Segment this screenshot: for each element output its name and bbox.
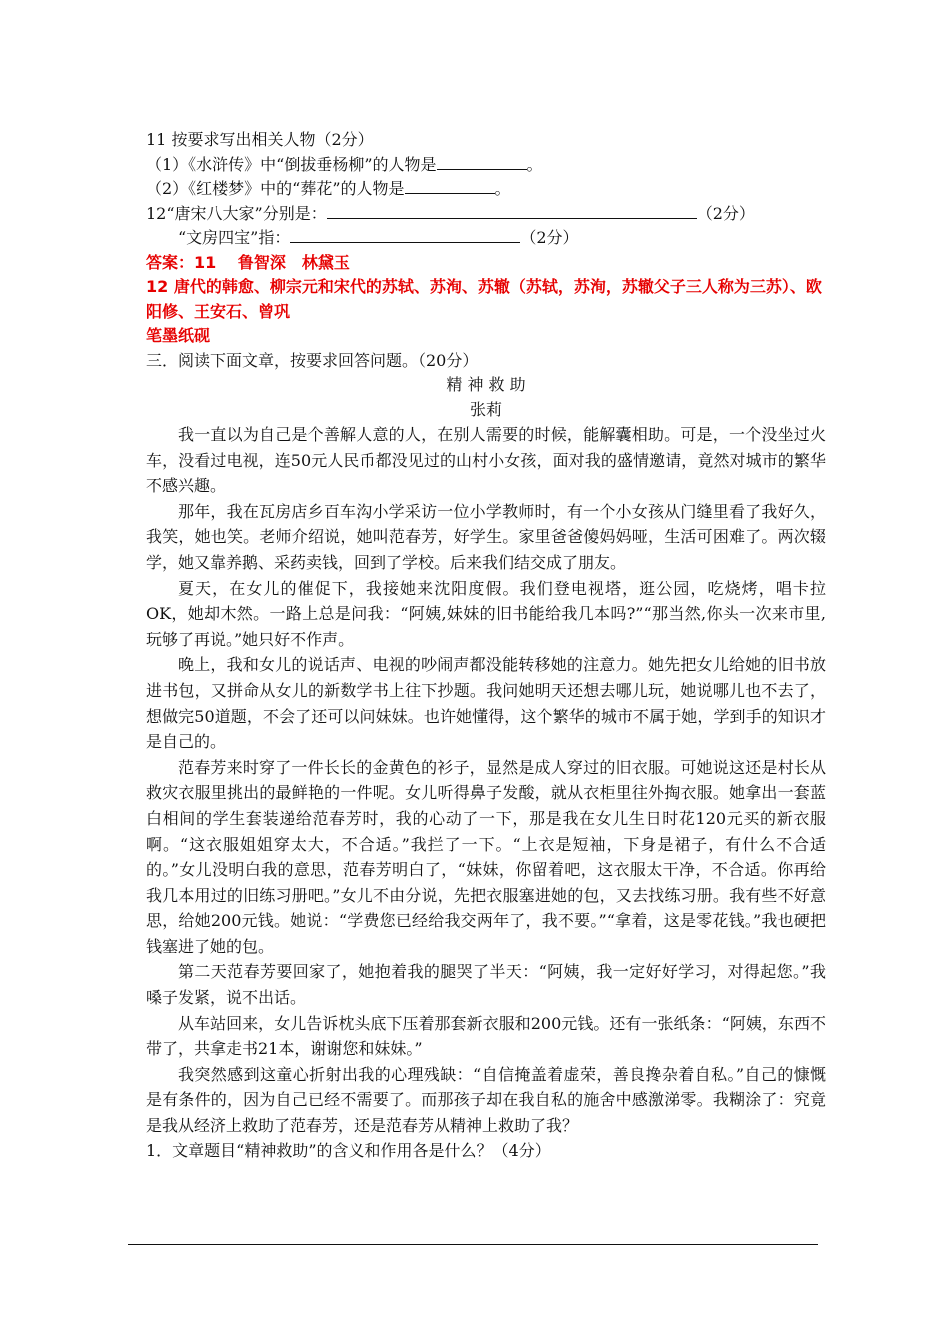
q11-item2-text: （2）《红楼梦》中的“葬花”的人物是 [146, 179, 405, 198]
q11-item2 [146, 177, 826, 202]
q12-line1-text: 12“唐宋八大家”分别是： [146, 203, 327, 223]
q12-line2-score: （2分） [520, 228, 579, 247]
q12-line1 [146, 202, 826, 227]
article-paragraph-1: 我一直以为自己是个善解人意的人，在别人需要的时候，能解囊相助。可是，一个没坐过火车，没看过电视，连50元人民币都没见过的山村小女孩，面对我的盛情邀请，竟然对城市的繁华不感兴趣。 [146, 425, 826, 496]
q12-line1-blank [327, 202, 697, 219]
answer-line-3: 笔墨纸砚 [146, 326, 211, 345]
article-paragraph-5: 范春芳来时穿了一件长长的金黄色的衫子，显然是成人穿过的旧衣服。可她说这还是村长从救灾衣服里挑出的最鲜艳的一件呢。女儿听得鼻子发酸，就从衣柜里往外掏衣服。她拿出一套蓝白相间的学生套装递给范春芳时，我的心动了一下，那是我在女儿生日时花120元买的新衣服啊。“这衣服姐姐穿太大，不合适。”我拦了一下。“上衣是短袖，下身是裙子，有什么不合适的。”女儿没明白我的意思，范春芳明白了，“妹妹，你留着吧，这衣服太干净，不合适。你再给我几本用过的旧练习册吧。”女儿不由分说，先把衣服塞进她的包，又去找练习册。我有些不好意思，给她200元钱。她说：“学费您已经给我交两年了，我不要。”“拿着，这是零花钱。”我也硬把钱塞进了她的包。 [146, 757, 826, 956]
article-paragraph-3: 夏天，在女儿的催促下，我接她来沈阳度假。我们登电视塔，逛公园，吃烧烤，唱卡拉OK，她却木然。一路上总是问我：“阿姨,妹妹的旧书能给我几本吗?”“那当然,你头一次来市里,玩够了再说。”她只好不作声。 [146, 578, 826, 649]
q11-item1-text: （1）《水浒传》中“倒拔垂杨柳”的人物是 [146, 154, 437, 174]
question-1: 1．文章题目“精神救助”的含义和作用各是什么？（4分） [146, 1140, 551, 1160]
document-content [146, 128, 826, 1163]
section3-heading: 三．阅读下面文章，按要求回答问题。（20分） [146, 350, 479, 370]
q11-item2-end: 。 [494, 179, 511, 198]
answer-line-1: 答案：11 鲁智深 林黛玉 [146, 252, 350, 272]
answer-line-2: 12 唐代的韩愈、柳宗元和宋代的苏轼、苏洵、苏辙（苏轼，苏洵，苏辙父子三人称为三苏）、欧阳修、王安石、曾巩 [146, 277, 822, 321]
article-paragraph-6: 第二天范春芳要回家了，她抱着我的腿哭了半天：“阿姨，我一定好好学习，对得起您。”我嗓子发紧，说不出话。 [146, 962, 826, 1008]
q11-title: 11 按要求写出相关人物（2分） [146, 130, 374, 149]
footer-divider [128, 1244, 818, 1245]
q11-item1-blank [437, 153, 527, 170]
q12-line2-blank [290, 226, 520, 243]
article-paragraph-7: 从车站回来，女儿告诉枕头底下压着那套新衣服和200元钱。还有一张纸条：“阿姨，东西不带了，共拿走书21本，谢谢您和妹妹。” [146, 1013, 826, 1059]
q12-line2 [146, 226, 826, 251]
article-title: 精 神 救 助 [446, 375, 526, 394]
q12-line2-text: “文房四宝”指： [178, 228, 291, 247]
q12-line1-score: （2分） [696, 203, 755, 223]
q11-item1 [146, 153, 826, 178]
q11-item1-end: 。 [526, 154, 543, 174]
article-author: 张莉 [469, 399, 502, 419]
article-paragraph-4: 晚上，我和女儿的说话声、电视的吵闹声都没能转移她的注意力。她先把女儿给她的旧书放进书包，又拼命从女儿的新数学书上往下抄题。我问她明天还想去哪儿玩，她说哪儿也不去了，想做完50道题，不会了还可以问妹妹。也许她懂得，这个繁华的城市不属于她，学到手的知识才是自己的。 [146, 655, 826, 752]
article-paragraph-8: 我突然感到这童心折射出我的心理残缺：“自信掩盖着虚荣，善良搀杂着自私。”自己的慷慨是有条件的，因为自己已经不需要了。而那孩子却在我自私的施舍中感激涕零。我糊涂了：究竟是我从经济上救助了范春芳，还是范春芳从精神上救助了我？ [146, 1064, 826, 1136]
article-paragraph-2: 那年，我在瓦房店乡百车沟小学采访一位小学教师时，有一个小女孩从门缝里看了我好久，我笑，她也笑。老师介绍说，她叫范春芳，好学生。家里爸爸傻妈妈哑，生活可困难了。两次辍学，她又靠养鹅、采药卖钱，回到了学校。后来我们结交成了朋友。 [146, 501, 826, 572]
q11-item2-blank [405, 177, 495, 194]
